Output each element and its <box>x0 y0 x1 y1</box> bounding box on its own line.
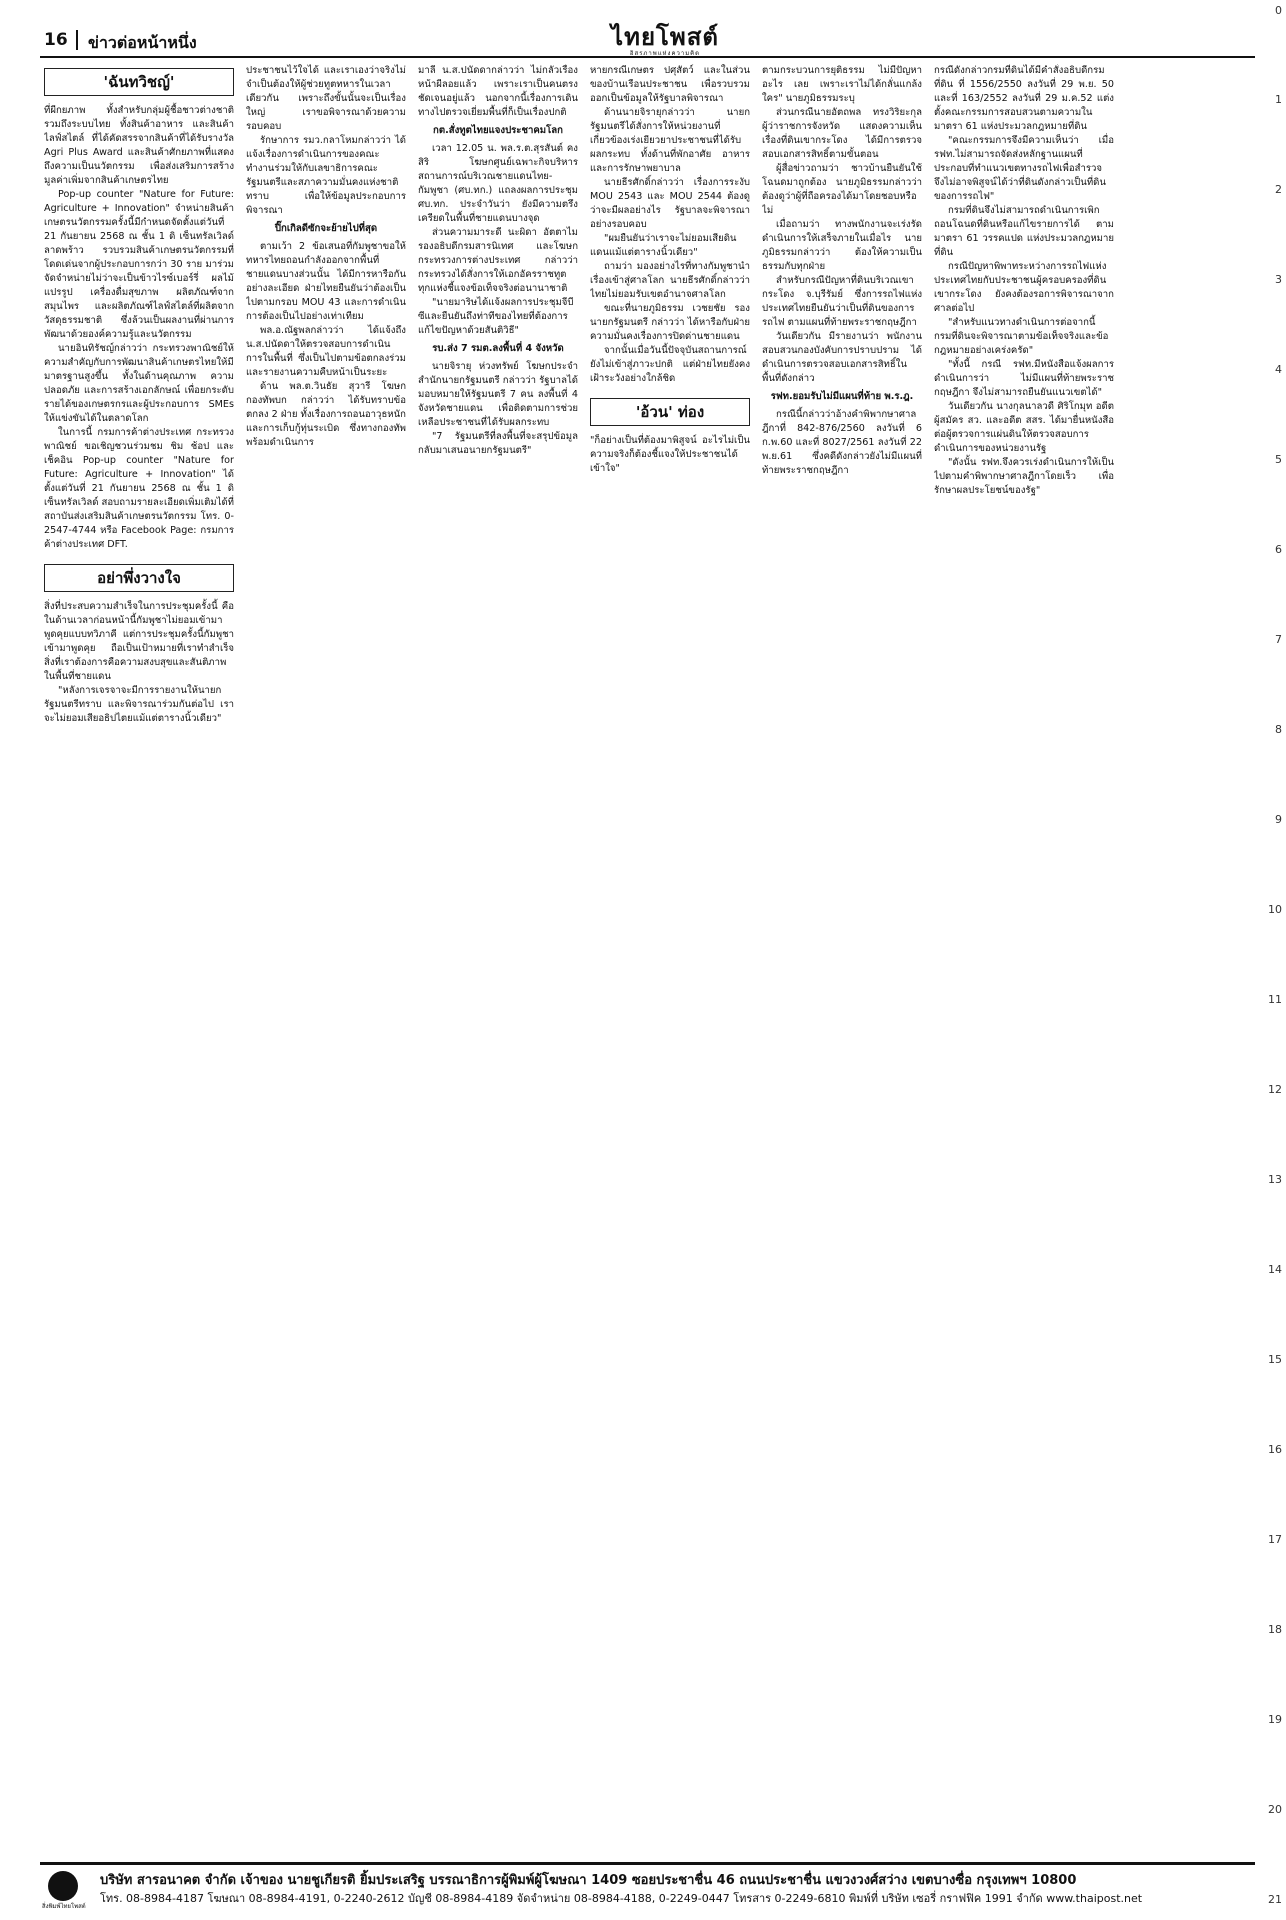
publisher-logo-icon <box>48 1871 78 1901</box>
paragraph: วันเดียวกัน นางกุลนาลวดี ศิริโกมุท อดีตผู้สมัคร สว. และอดีต สสร. ได้มายื่นหนังสือต่อผู้ตรวจการแผ่นดินให้ตรวจสอบการดำเนินการของหน่วยงานรัฐ <box>934 401 1114 454</box>
paragraph: นายธีรศักดิ์กล่าวว่า เรื่องการระงับ MOU 2543 และ MOU 2544 ต้องดูว่าจะมีผลอย่างไร รัฐบาลจะพิจารณาอย่างรอบคอบ <box>590 177 750 230</box>
line-number: 3 <box>1275 273 1282 286</box>
paragraph: รักษาการ รมว.กลาโหมกล่าวว่า ได้แจ้งเรื่องการดำเนินการของคณะทำงานร่วมให้กับเลขาธิการคณะรัฐมนตรีและสภาความมั่นคงแห่งชาติทราบ เพื่อให้ข้อมูลประกอบการพิจารณา <box>246 135 406 216</box>
paragraph: ส่วนความมาระดี นะผิดา อัตตาไม รองอธิบดีกรมสารนิเทศ และโฆษกกระทรวงการต่างประเทศ กล่าวว่า กระทรวงได้สั่งการให้เอกอัครราชทูตทุกแห่งชี้แจงข้อเท็จจริงต่อนานาชาติ <box>418 227 578 294</box>
subheading: ปิ๊กเกิลดีซักจะย้ายไปที่สุด <box>274 223 378 234</box>
line-number: 13 <box>1268 1173 1282 1186</box>
paragraph: เมื่อถามว่า ทางพนักงานจะเร่งรัดดำเนินการให้เสร็จภายในเมื่อไร นายภูมิธรรมกล่าวว่า ต้องให้ความเป็นธรรมกับทุกฝ่าย <box>762 219 922 272</box>
paragraph: สำหรับกรณีปัญหาที่ดินบริเวณเขากระโดง จ.บุรีรัมย์ ซึ่งการรถไฟแห่งประเทศไทยยืนยันว่าเป็นที่ดินของการรถไฟ ตามแผนที่ท้ายพระราชกฤษฎีกา <box>762 275 922 328</box>
line-number: 20 <box>1268 1803 1282 1816</box>
line-number: 19 <box>1268 1713 1282 1726</box>
logo-caption: สิ่งพิมพ์ไทยโพสต์ <box>42 1903 86 1910</box>
page-header <box>40 22 1255 58</box>
paragraph: ตามเว้า 2 ข้อเสนอที่กัมพูชาขอให้ทหารไทยถอนกำลังออกจากพื้นที่ชายแดนบางส่วนนั้น ได้มีการหารือกันอย่างละเอียด ฝ่ายไทยยืนยันว่าต้องเป็นไปตามกรอบ MOU 43 และการดำเนินการต้องเป็นไปอย่างเท่าเทียม <box>246 241 406 322</box>
contact-line: โทร. 08-8984-4187 โฆษณา 08-8984-4191, 0-2240-2612 บัญชี 08-8984-4189 จัดจำหน่าย 08-8984-4188, 0-2249-0447 โทรสาร 0-2249-6810 พิมพ์ที่ บริษัท เซอรี่ กราฟฟิค 1991 จำกัด www.thaipost.net <box>100 1892 1143 1905</box>
paragraph: "ดังนั้น รฟท.จึงควรเร่งดำเนินการให้เป็นไปตามคำพิพากษาศาลฎีกาโดยเร็ว เพื่อรักษาผลประโยชน์ของรัฐ" <box>934 457 1114 496</box>
line-number: 16 <box>1268 1443 1282 1456</box>
paragraph: ที่ผีกยภาพ ทั้งสำหรับกลุ่มผู้ชื้อชาวต่างชาติ รวมถึงระบบไทย ทั้งสินค้าอาหาร และสินค้าไลฟ์สไตล์ ที่ได้คัดสรรจากสินค้าที่ได้รับรางวัล Agri Plus Award และสินค้าศักยภาพที่แสดงถึงความเป็นนวัตกรรม เพื่อส่งเสริมการสร้างมูลค่าเพิ่มจากสินค้าเกษตรไทย <box>44 105 234 186</box>
paragraph: มาลี น.ส.ปนัดดากล่าวว่า ไม่กลัวเรื่องหน้าผีลอยแล้ว เพราะเราเป็นคนตรง ชัดเจนอยู่แล้ว นอกจากนี้เรื่องการเดินทางไปตรวจเยี่ยมพื้นที่ก็เป็นเรื่องปกติ <box>418 65 578 118</box>
paragraph: ด้านนายจิรายุกล่าวว่า นายกรัฐมนตรีได้สั่งการให้หน่วยงานที่เกี่ยวข้องเร่งเยียวยาประชาชนที่ได้รับผลกระทบ ทั้งด้านที่พักอาศัย อาหาร และการรักษาพยาบาล <box>590 107 750 174</box>
line-number: 0 <box>1275 4 1282 17</box>
paragraph: ส่วนกรณีนายอัตถพล ทรงวิริยะกุล ผู้ว่าราชการจังหวัด แสดงความเห็นเรื่องที่ดินเขากระโดง ได้มีการตรวจสอบเอกสารสิทธิ์ตามขั้นตอน <box>762 107 922 160</box>
paragraph: กรณีปัญหาพิพาทระหว่างการรถไฟแห่งประเทศไทยกับประชาชนผู้ครอบครองที่ดินเขากระโดง ยังคงต้องรอการพิจารณาจากศาลต่อไป <box>934 261 1114 314</box>
paragraph: พล.อ.ณัฐพลกล่าวว่า ได้แจ้งถึง น.ส.ปนัดดาให้ตรวจสอบการดำเนินการในพื้นที่ ซึ่งเป็นไปตามข้อตกลงร่วม และรายงานความคืบหน้าเป็นระยะ <box>246 325 406 378</box>
line-number: 8 <box>1275 723 1282 736</box>
paragraph: นายจิรายุ ห่วงทรัพย์ โฆษกประจำสำนักนายกรัฐมนตรี กล่าวว่า รัฐบาลได้มอบหมายให้รัฐมนตรี 7 คน ลงพื้นที่ 4 จังหวัดชายแดน เพื่อติดตามการช่วยเหลือประชาชนที่ได้รับผลกระทบ <box>418 361 578 428</box>
paragraph: ในการนี้ กรมการค้าต่างประเทศ กระทรวงพาณิชย์ ขอเชิญชวนร่วมชม ชิม ช้อป และ เช็คอิน Pop-up counter "Nature for Future: Agriculture + Innovation" ได้ตั้งแต่วันที่ 21 กันยายน 2568 ณ ชั้น 1 ดิ เซ็นทรัลเวิลด์ สอบถามรายละเอียดเพิ่มเติมได้ที่ สถาบันส่งเสริมสินค้าเกษตรนวัตกรรม โทร. 0-2547-4744 หรือ Facebook Page: กรมการค้าต่างประเทศ DFT. <box>44 427 234 550</box>
paragraph: "สำหรับแนวทางดำเนินการต่อจากนี้ กรมที่ดินจะพิจารณาตามข้อเท็จจริงและข้อกฎหมายอย่างเคร่งครัด" <box>934 317 1109 356</box>
column-6 <box>934 64 1114 1864</box>
paragraph: ประชาชนไว้ใจได้ และเราเองว่าจริงไม่จำเป็นต้องให้ผู้ช่วยทูตทหารในเวลาเดียวกัน เพราะถึงขั้นนั้นจะเป็นเรื่องใหญ่ เราขอพิจารณาด้วยความรอบคอบ <box>246 65 406 132</box>
subheading: กต.สั่งทูตไทยแจงประชาคมโลก <box>433 125 563 136</box>
masthead-tagline: อิสรภาพแห่งความคิด <box>629 50 701 57</box>
page-footer <box>40 1862 1255 1909</box>
paragraph: กรณีดังกล่าวกรมที่ดินได้มีคำสั่งอธิบดีกรมที่ดิน ที่ 1556/2550 ลงวันที่ 29 พ.ย. 50 และที่ 163/2552 ลงวันที่ 29 ม.ค.52 แต่งตั้งคณะกรรมการสอบสวนตามความในมาตรา 61 แห่งประมวลกฎหมายที่ดิน <box>934 65 1114 132</box>
paragraph: "คณะกรรมการจึงมีความเห็นว่า เมื่อ รฟท.ไม่สามารถจัดส่งหลักฐานแผนที่ประกอบที่ทำแนวเขตทางรถไฟเพื่อสำรวจ จึงไม่อาจพิสูจน์ได้ว่าที่ดินดังกล่าวเป็นที่ดินของการรถไฟ" <box>934 135 1114 202</box>
article-title: 'ฉันทวิชญ์' <box>44 68 234 96</box>
paragraph: Pop-up counter "Nature for Future: Agriculture + Innovation" จำหน่ายสินค้าเกษตรนวัตกรรมครั้งนี้มีกำหนดจัดตั้งแต่วันที่ 21 กันยายน 2568 ณ ชั้น 1 ดิ เซ็นทรัลเวิลด์ ลาดพร้าว รวบรวมสินค้าเกษตรนวัตกรรมที่โดดเด่นจากผู้ประกอบการกว่า 30 ราย มาร่วมจัดจำหน่ายไม่ว่าจะเป็นข้าวไรซ์เบอร์รี่ ผลไม้แปรรูป เครื่องดื่มสุขภาพ ผลิตภัณฑ์จากสมุนไพร และผลิตภัณฑ์ไลฟ์สไตล์ที่ผลิตจากวัสดุธรรมชาติ ซึ่งล้วนเป็นผลงานที่ผ่านการพัฒนาด้วยองค์ความรู้และนวัตกรรม <box>44 189 234 340</box>
subheading: รฟท.ยอมรับไม่มีแผนที่ท้าย พ.ร.ฎ. <box>770 391 914 402</box>
paragraph: ด้าน พล.ต.วินธัย สุวารี โฆษกกองทัพบก กล่าวว่า ได้รับทราบข้อตกลง 2 ฝ่าย ทั้งเรื่องการถอนอาวุธหนักและการเก็บกู้ทุ่นระเบิด ซึ่งทางกองทัพพร้อมดำเนินการ <box>246 381 406 448</box>
line-number: 7 <box>1275 633 1282 646</box>
paragraph: สิ่งที่ประสบความสำเร็จในการประชุมครั้งนี้ คือ ในด้านเวลาก่อนหน้านี้กัมพูชาไม่ยอมเข้ามาพูดคุยแบบทวิภาคี แต่การประชุมครั้งนี้กัมพูชาเข้ามาพูดคุย ถือเป็นเป้าหมายที่เราทำสำเร็จ สิ่งที่เราต้องการคือความสงบสุขและสันติภาพในพื้นที่ชายแดน <box>44 601 234 682</box>
masthead-logo-text: ไทยโพสต์ <box>611 22 719 51</box>
line-number: 11 <box>1268 993 1282 1006</box>
line-number: 14 <box>1268 1263 1282 1276</box>
line-number: 15 <box>1268 1353 1282 1366</box>
subheading: รบ.ส่ง 7 รมต.ลงพื้นที่ 4 จังหวัด <box>432 343 564 354</box>
paragraph: กรณีนี้กล่าวว่าอ้างคำพิพากษาศาลฎีกาที่ 842-876/2560 ลงวันที่ 6 ก.พ.60 และที่ 8027/2561 ลงวันที่ 22 พ.ย.61 ซึ่งคดีดังกล่าวยังไม่มีแผนที่ท้ายพระราชกฤษฎีกา <box>762 409 922 476</box>
section-title: ข่าวต่อหน้าหนึ่ง <box>88 33 197 52</box>
line-number: 10 <box>1268 903 1282 916</box>
paragraph: ผู้สื่อข่าวถามว่า ชาวบ้านยืนยันใช้โฉนดมาถูกต้อง นายภูมิธรรมกล่าวว่า ต้องดูว่าผู้ที่ถือครองได้มาโดยชอบหรือไม่ <box>762 163 922 216</box>
masthead <box>580 22 750 58</box>
line-number: 4 <box>1275 363 1282 376</box>
paragraph: หายกรณีเกษตร ปศุสัตว์ และในส่วนของบ้านเรือนประชาชน เพื่อรวบรวมออกเป็นข้อมูลให้รัฐบาลพิจารณา <box>590 65 750 104</box>
paragraph: "หลังการเจรจาจะมีการรายงานให้นายกรัฐมนตรีทราบ และพิจารณาร่วมกันต่อไป เราจะไม่ยอมเสียอธิปไตยแม้แต่ตารางนิ้วเดียว" <box>44 685 234 724</box>
paragraph: "ผมยืนยันว่าเราจะไม่ยอมเสียดินแดนแม้แต่ตารางนิ้วเดียว" <box>590 233 737 258</box>
paragraph: "7 รัฐมนตรีที่ลงพื้นที่จะสรุปข้อมูลกลับมาเสนอนายกรัฐมนตรี" <box>418 431 578 456</box>
publisher-line: บริษัท สารอนาคต จำกัด เจ้าของ นายชูเกียรติ ยิ้มประเสริฐ บรรณาธิการผู้พิมพ์ผู้โฆษณา 1409 ซอยประชาชื่น 46 ถนนประชาชื่น แขวงวงศ์สว่าง เขตบางซื่อ กรุงเทพฯ 10800 <box>100 1873 1077 1888</box>
column-5 <box>762 64 922 1864</box>
paragraph: "ทั้งนี้ กรณี รฟท.มีหนังสือแจ้งผลการดำเนินการว่า ไม่มีแผนที่ท้ายพระราชกฤษฎีกา จึงไม่สามารถยืนยันแนวเขตได้" <box>934 359 1114 398</box>
line-number: 1 <box>1275 93 1282 106</box>
paragraph: "นายมาริษได้แจ้งผลการประชุมจีบีซีและยืนยันถึงท่าทีของไทยที่ต้องการแก้ไขปัญหาด้วยสันติวิธี" <box>418 297 574 336</box>
page-number: 16 <box>44 30 78 50</box>
column-4 <box>590 64 750 1864</box>
paragraph: ตามกระบวนการยุติธรรม ไม่มีปัญหาอะไร เลย เพราะเราไม่ได้กลั่นแกล้งใคร" นายภูมิธรรมระบุ <box>762 65 922 104</box>
article-title: อย่าพึ่งวางใจ <box>44 564 234 592</box>
line-number: 12 <box>1268 1083 1282 1096</box>
paragraph: จากนั้นเมื่อวันนี้ปัจจุบันสถานการณ์ยังไม่เข้าสู่ภาวะปกติ แต่ฝ่ายไทยยังคงเฝ้าระวังอย่างใกล้ชิด <box>590 345 750 384</box>
column-1 <box>44 64 234 1864</box>
column-2 <box>246 64 406 1864</box>
line-number: 21 <box>1268 1893 1282 1906</box>
paragraph: วันเดียวกัน มีรายงานว่า พนักงานสอบสวนกองบังคับการปราบปราม ได้ดำเนินการตรวจสอบเอกสารสิทธิ์ในพื้นที่ดังกล่าว <box>762 331 922 384</box>
column-3 <box>418 64 578 1864</box>
paragraph: ขณะที่นายภูมิธรรม เวชยชัย รองนายกรัฐมนตรี กล่าวว่า ได้หารือกับฝ่ายความมั่นคงเรื่องการปิดด่านชายแดน <box>590 303 750 342</box>
line-number: 18 <box>1268 1623 1282 1636</box>
paragraph: กรมที่ดินจึงไม่สามารถดำเนินการเพิกถอนโฉนดที่ดินหรือแก้ไขรายการได้ ตามมาตรา 61 วรรคแปด แห่งประมวลกฎหมายที่ดิน <box>934 205 1114 258</box>
line-number: 6 <box>1275 543 1282 556</box>
line-number: 17 <box>1268 1533 1282 1546</box>
paragraph: "ก็อย่างเป็นที่ต้องมาพิสูจน์ อะไรไม่เป็นความจริงก็ต้องชี้แจงให้ประชาชนได้เข้าใจ" <box>590 435 750 474</box>
paragraph: เวลา 12.05 น. พล.ร.ต.สุรสันต์ คงสิริ โฆษกศูนย์เฉพาะกิจบริหารสถานการณ์บริเวณชายแดนไทย-กัมพูชา (ศบ.ทก.) แถลงผลการประชุม ศบ.ทก. ประจำวันว่า ยังมีความตรึงเครียดในพื้นที่ชายแดนบางจุด <box>418 143 578 224</box>
line-number: 2 <box>1275 183 1282 196</box>
line-number: 9 <box>1275 813 1282 826</box>
article-title: 'อ้วน' ท่อง <box>590 398 750 426</box>
line-number: 5 <box>1275 453 1282 466</box>
paragraph: ถามว่า มองอย่างไรที่ทางกัมพูชานำเรื่องเข้าสู่ศาลโลก นายธีรศักดิ์กล่าวว่า ไทยไม่ยอมรับเขตอำนาจศาลโลก <box>590 261 750 300</box>
paragraph: นายอินทิรัชญ์กล่าวว่า กระทรวงพาณิชย์ให้ความสำคัญกับการพัฒนาสินค้าเกษตรไทยให้มีมาตรฐานสูงขึ้น ทั้งในด้านคุณภาพ ความปลอดภัย และการสร้างเอกลักษณ์ เพื่อยกระดับรายได้ของเกษตรกรและผู้ประกอบการ SMEs ให้แข่งขันได้ในตลาดโลก <box>44 343 234 424</box>
